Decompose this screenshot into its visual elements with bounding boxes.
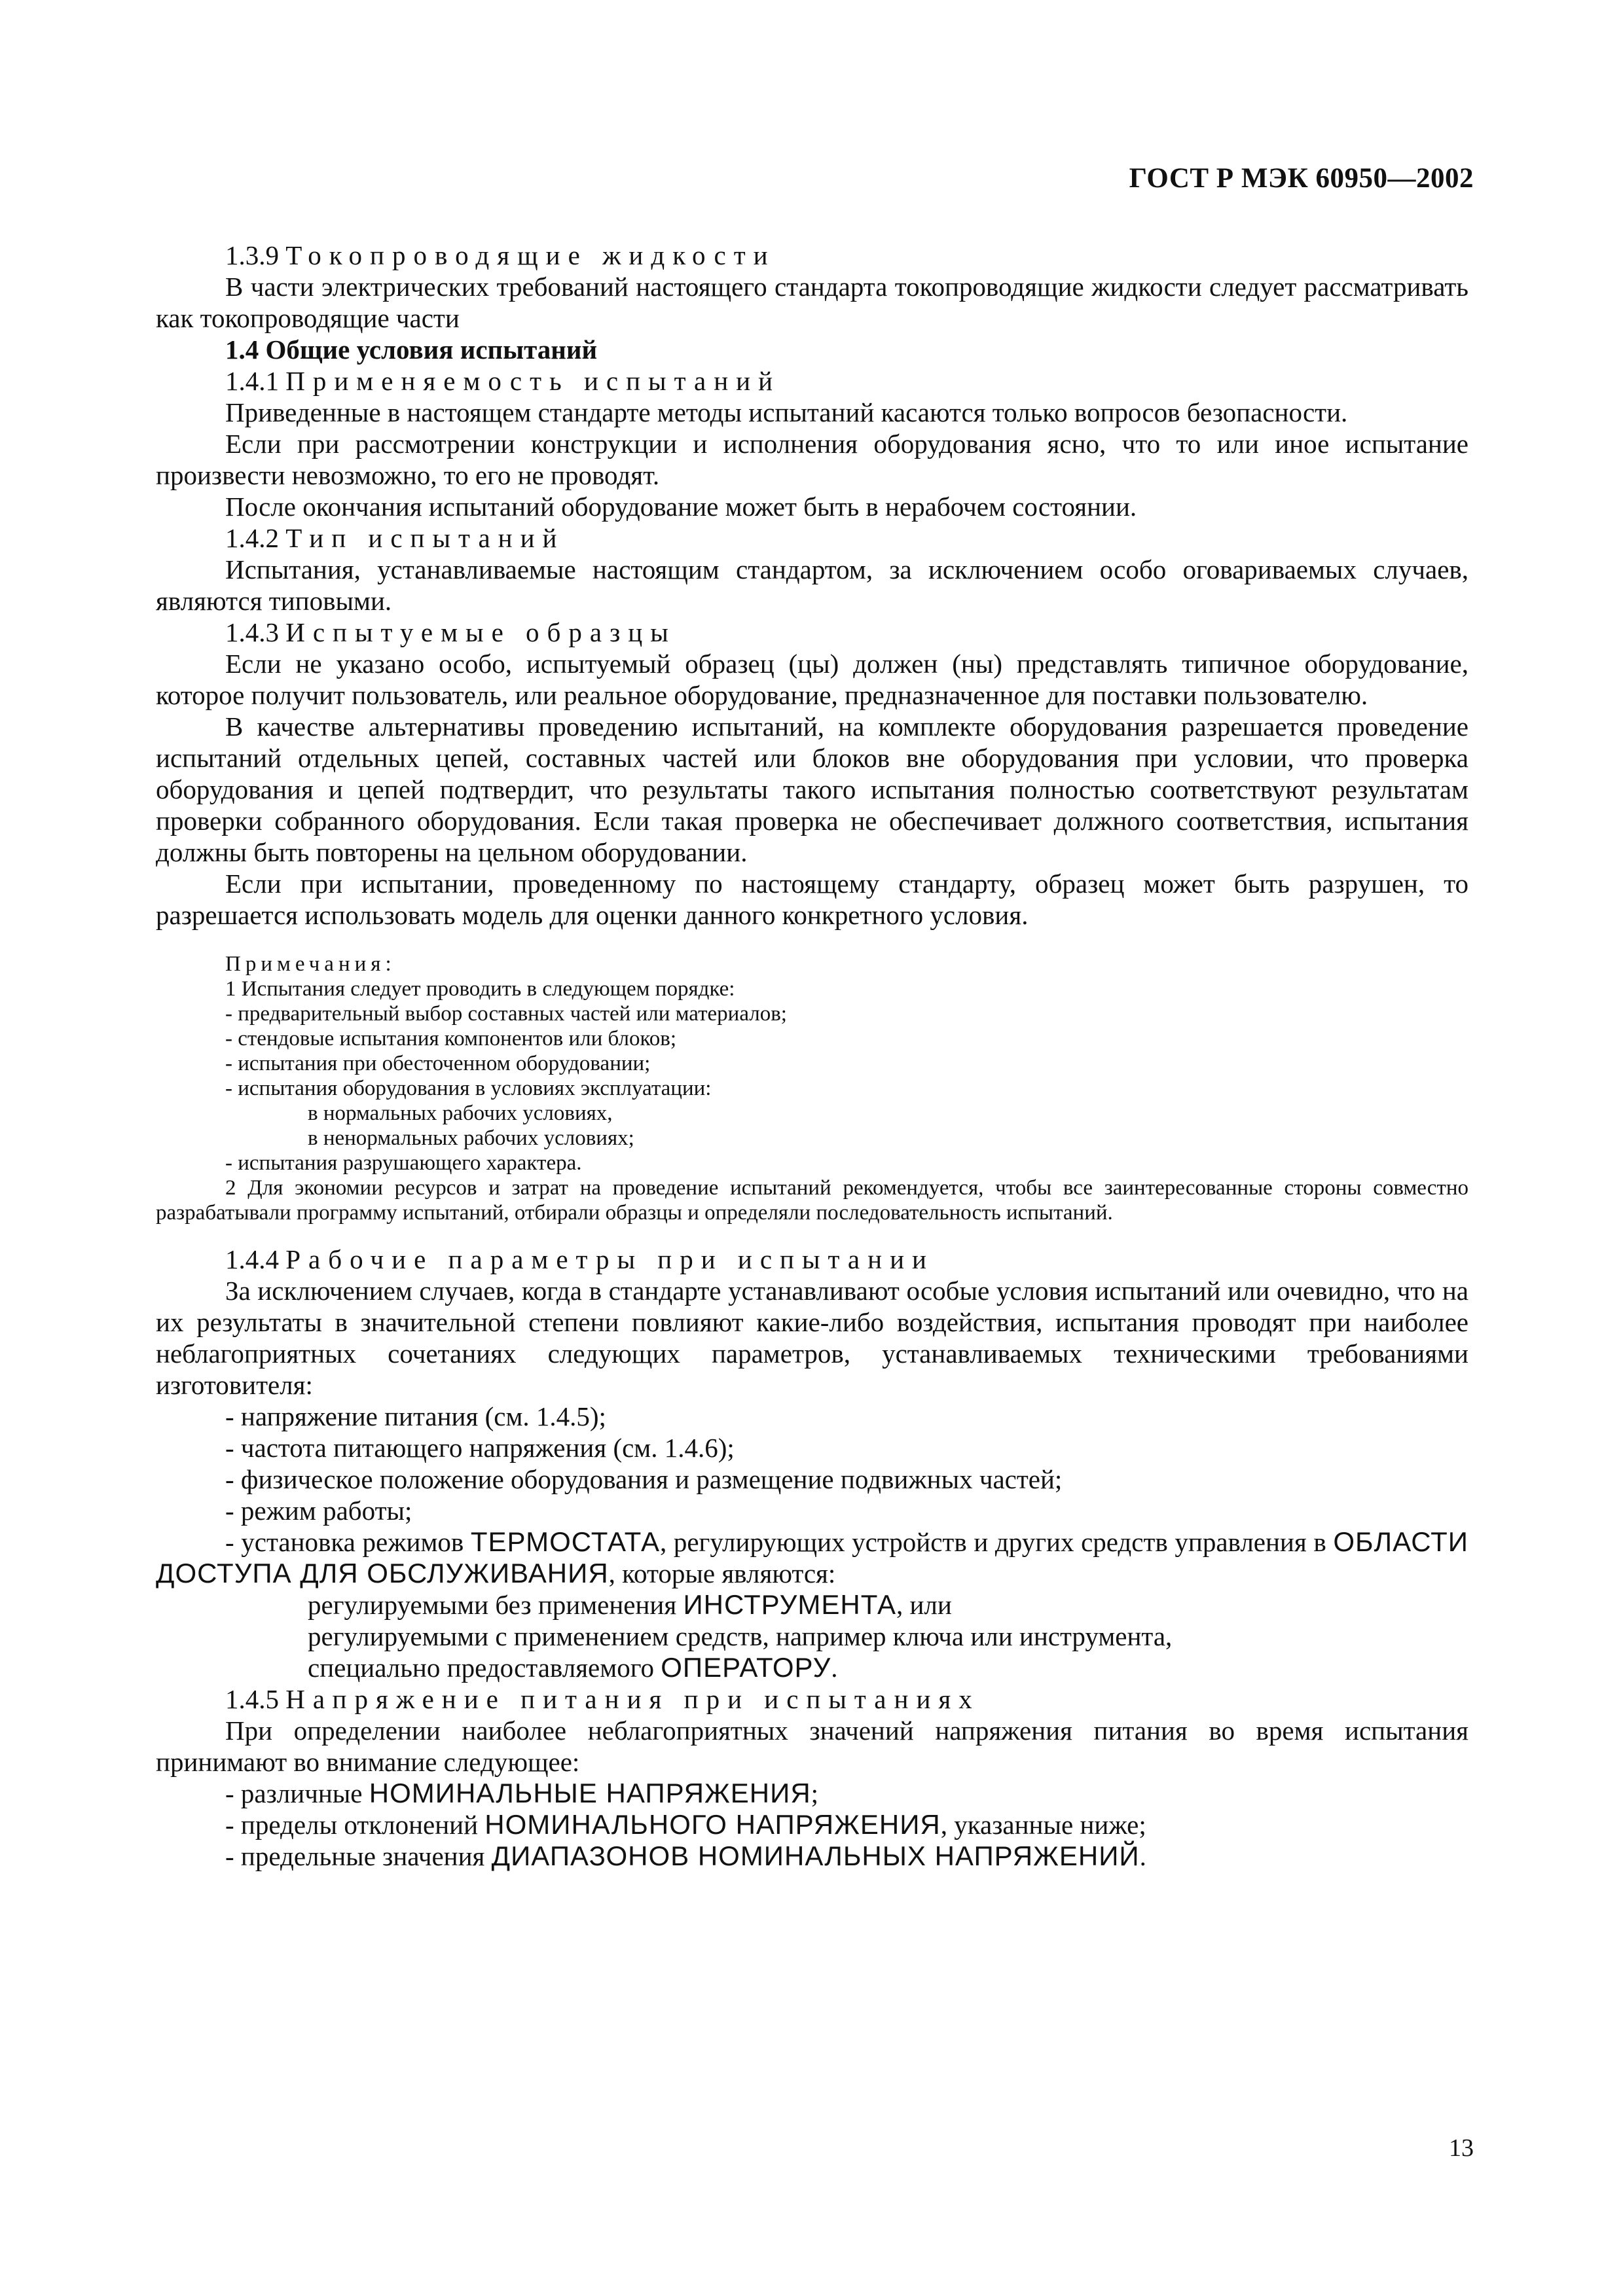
section-heading-1-4-5 — [156, 1683, 1468, 1715]
section-number: 1.3.9 — [225, 240, 279, 270]
text-run: специально предоставляемого — [308, 1653, 661, 1683]
sub-item: регулируемыми с применением средств, например ключа или инструмента, — [308, 1621, 1173, 1651]
section-title: Испытуемые образцы — [285, 617, 676, 647]
list-item: - частота питающего напряжения (см. 1.4.6); — [225, 1433, 735, 1463]
paragraph: Испытания, устанавливаемые настоящим стандартом, за исключением особо оговариваемых случаев, являются типовыми. — [156, 554, 1468, 616]
section-heading-1-4-4 — [156, 1244, 1468, 1275]
text-run: - установка режимов — [225, 1527, 471, 1557]
paragraph: При определении наиболее неблагоприятных значений напряжения питания во время испытания принимают во внимание следующее: — [156, 1715, 1468, 1777]
paragraph: В части электрических требований настоящего стандарта токопроводящие жидкости следует рассматривать как токопроводящие части — [156, 272, 1468, 333]
paragraph: Если при рассмотрении конструкции и исполнения оборудования ясно, что то или иное испытание произвести невозможно, то его не проводят. — [156, 429, 1468, 490]
text-run: - предельные значения — [225, 1841, 492, 1871]
note-2: 2 Для экономии ресурсов и затрат на проведение испытаний рекомендуется, чтобы все заинтересованные стороны совместно разрабатывали программу испытаний, отбирали образцы и определяли последовательность испытаний. — [156, 1176, 1468, 1225]
text-run: регулируемыми без применения — [308, 1590, 684, 1620]
list-item: - физическое положение оборудования и размещение подвижных частей; — [225, 1464, 1063, 1494]
defined-term: НОМИНАЛЬНЫЕ НАПРЯЖЕНИЯ — [369, 1778, 811, 1808]
section-number: 1.4.3 — [225, 617, 279, 647]
sub-item — [156, 1589, 1468, 1621]
section-heading-1-4-1 — [156, 365, 1468, 397]
section-title: Применяемость испытаний — [285, 366, 781, 396]
notes-title: Примечания: — [225, 952, 396, 976]
section-number: 1.4.2 — [225, 523, 279, 553]
list-item — [156, 1840, 1468, 1872]
note-list-item: - испытания при обесточенном оборудовании; — [225, 1052, 651, 1075]
list-item: - режим работы; — [225, 1496, 412, 1526]
text-run: , которые являются: — [608, 1558, 836, 1588]
note-list-item: - предварительный выбор составных частей или материалов; — [225, 1002, 787, 1026]
text-run: ; — [811, 1778, 819, 1808]
paragraph: После окончания испытаний оборудование может быть в нерабочем состоянии. — [225, 492, 1137, 522]
note-sub-item: в нормальных рабочих условиях, — [308, 1102, 613, 1125]
section-number: 1.4.1 — [225, 366, 279, 396]
paragraph: В качестве альтернативы проведению испытаний, на комплекте оборудования разрешается проведение испытаний отдельных цепей, составных частей или блоков вне оборудования при условии, что проверка оборудования и цепей подтвердит, что результаты такого испытания полностью соответствуют результатам проверки собранного оборудования. Если такая проверка не обеспечивает должного соответствия, испытания должны быть повторены на цельном оборудовании. — [156, 711, 1468, 867]
note-sub-item: в ненормальных рабочих условиях; — [308, 1126, 634, 1150]
paragraph: Приведенные в настоящем стандарте методы испытаний касаются только вопросов безопасности. — [225, 397, 1348, 427]
defined-term: ДИАПАЗОНОВ НОМИНАЛЬНЫХ НАПРЯЖЕНИЙ — [491, 1840, 1140, 1871]
section-title: Напряжение питания при испытаниях — [285, 1684, 980, 1714]
paragraph: Если при испытании, проведенному по настоящему стандарту, образец может быть разрушен, то разрешается использовать модель для оценки данного конкретного условия. — [156, 869, 1468, 930]
list-item — [156, 1526, 1468, 1589]
note-list-item: - испытания разрушающего характера. — [225, 1151, 582, 1175]
list-item: - напряжение питания (см. 1.4.5); — [225, 1401, 606, 1431]
list-item — [156, 1809, 1468, 1840]
text-run: , регулирующих устройств и других средств управления в — [659, 1527, 1334, 1557]
section-number: 1.4.4 — [225, 1244, 279, 1274]
sub-item — [156, 1652, 1468, 1683]
section-heading-1-4-2 — [156, 522, 1468, 554]
text-run: . — [831, 1653, 838, 1683]
section-number: 1.4.5 — [225, 1684, 279, 1714]
text-run: - различные — [225, 1778, 369, 1808]
section-title: Токопроводящие жидкости — [285, 240, 776, 270]
document-header: ГОСТ Р МЭК 60950—2002 — [1129, 163, 1474, 194]
notes-block — [156, 952, 1468, 1225]
defined-term: НОМИНАЛЬНОГО НАПРЯЖЕНИЯ — [484, 1809, 941, 1840]
list-item — [156, 1778, 1468, 1809]
paragraph: За исключением случаев, когда в стандарте устанавливают особые условия испытаний или очевидно, что на их результаты в значительной степени повлияют какие-либо воздействия, испытания проводят при наиболее неблагоприятных сочетаниях следующих параметров, устанавливаемых техническими требованиями изготовителя: — [156, 1276, 1468, 1400]
paragraph: Если не указано особо, испытуемый образец (цы) должен (ны) представлять типичное оборудование, которое получит пользователь, или реальное оборудование, предназначенное для поставки пользователю. — [156, 649, 1468, 710]
defined-term: ТЕРМОСТАТА — [470, 1526, 660, 1557]
text-run: , или — [896, 1590, 952, 1620]
section-heading-1-4-3 — [156, 617, 1468, 648]
text-run: - пределы отклонений — [225, 1810, 485, 1840]
section-heading-1-3-9 — [156, 240, 1468, 271]
note-list-item: - стендовые испытания компонентов или блоков; — [225, 1027, 677, 1050]
note-1: 1 Испытания следует проводить в следующем порядке: — [225, 977, 735, 1001]
defined-term: ИНСТРУМЕНТА — [683, 1589, 896, 1620]
section-heading-1-4: 1.4 Общие условия испытаний — [225, 334, 598, 365]
note-list-item: - испытания оборудования в условиях эксплуатации: — [225, 1077, 712, 1100]
defined-term: ОБЛАСТИ ДОСТУПА ДЛЯ ОБСЛУЖИВАНИЯ — [156, 1526, 1468, 1588]
document-body — [156, 240, 1468, 1872]
page-number: 13 — [1449, 2134, 1474, 2162]
section-title: Тип испытаний — [285, 523, 565, 553]
text-run: . — [1139, 1841, 1146, 1871]
defined-term: ОПЕРАТОРУ — [661, 1652, 831, 1683]
section-title: Рабочие параметры при испытании — [285, 1244, 934, 1274]
text-run: , указанные ниже; — [940, 1810, 1146, 1840]
